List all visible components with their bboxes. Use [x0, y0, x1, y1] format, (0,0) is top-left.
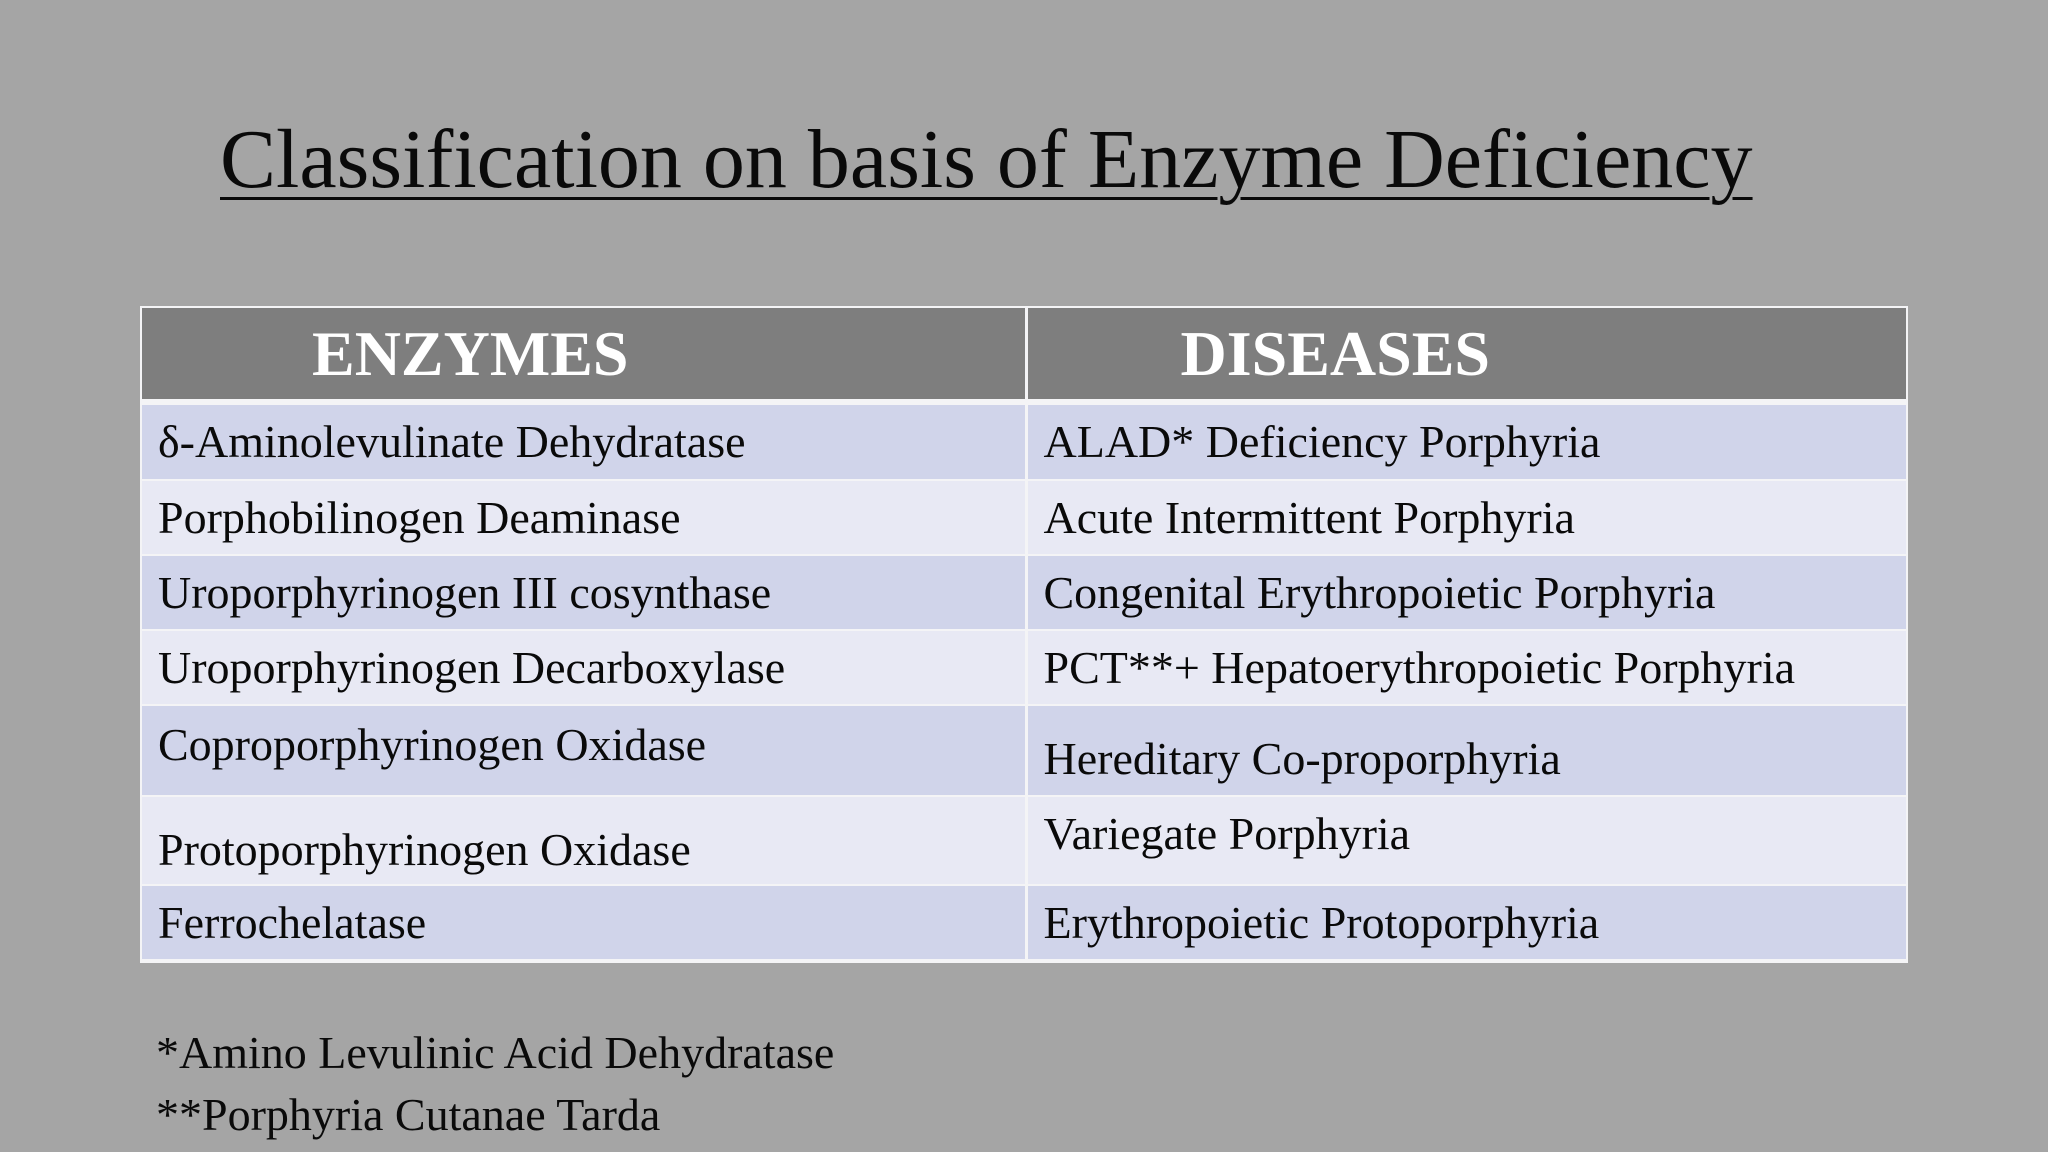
enzyme-cell: δ-Aminolevulinate Dehydratase: [142, 402, 1026, 480]
enzyme-cell: Coproporphyrinogen Oxidase: [142, 705, 1026, 796]
footnote-pct: **Porphyria Cutanae Tarda: [156, 1089, 661, 1140]
table-row: [142, 630, 1906, 705]
table-header-row: [142, 308, 1906, 402]
table-row: [142, 885, 1906, 960]
disease-cell: PCT**+ Hepatoerythropoietic Porphyria: [1026, 630, 1906, 705]
enzyme-cell: Uroporphyrinogen III cosynthase: [142, 555, 1026, 630]
disease-cell: ALAD* Deficiency Porphyria: [1026, 402, 1906, 480]
disease-cell: Variegate Porphyria: [1026, 796, 1906, 885]
header-diseases: DISEASES: [1026, 308, 1906, 402]
footnotes: [156, 1022, 834, 1146]
disease-cell: Acute Intermittent Porphyria: [1026, 480, 1906, 555]
table-row: [142, 480, 1906, 555]
enzyme-cell: Ferrochelatase: [142, 885, 1026, 960]
disease-cell: Congenital Erythropoietic Porphyria: [1026, 555, 1906, 630]
enzyme-cell: Protoporphyrinogen Oxidase: [142, 796, 1026, 885]
table-row: [142, 796, 1906, 885]
disease-cell: Hereditary Co-proporphyria: [1026, 705, 1906, 796]
header-enzymes: ENZYMES: [142, 308, 1026, 402]
disease-cell: Erythropoietic Protoporphyria: [1026, 885, 1906, 960]
enzyme-cell: Porphobilinogen Deaminase: [142, 480, 1026, 555]
classification-table: [140, 306, 1908, 963]
enzyme-cell: Uroporphyrinogen Decarboxylase: [142, 630, 1026, 705]
footnote-alad: *Amino Levulinic Acid Dehydratase: [156, 1027, 835, 1078]
table-row: [142, 705, 1906, 796]
slide-title: Classification on basis of Enzyme Deficiency: [220, 113, 1753, 206]
table-row: [142, 555, 1906, 630]
table-row: [142, 402, 1906, 480]
